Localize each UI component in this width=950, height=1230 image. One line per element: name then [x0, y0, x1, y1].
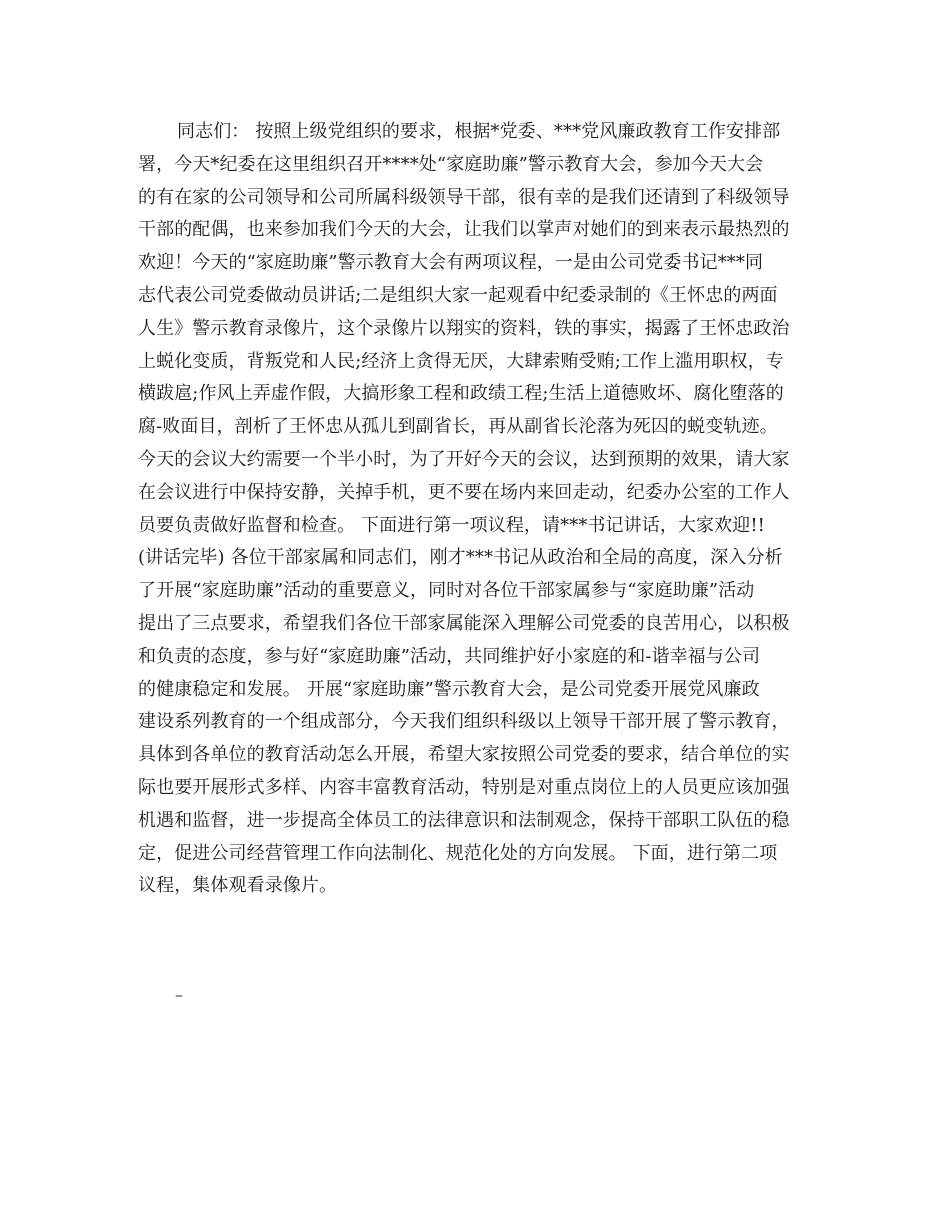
text-line: (讲话完毕) 各位干部家属和同志们，刚才***书记从政治和全局的高度，深入分析	[138, 547, 783, 569]
text-line: 提出了三点要求，希望我们各位干部家属能深入理解公司党委的良苦用心，以积极	[138, 612, 790, 634]
text-line: 建设系列教育的一个组成部分，今天我们组织科级以上领导干部开展了警示教育，	[138, 711, 790, 733]
text-line: 具体到各单位的教育活动怎么开展，希望大家按照公司党委的要求，结合单位的实	[138, 744, 790, 766]
text-line: 机遇和监督，进一步提高全体员工的法律意识和法制观念，保持干部职工队伍的稳	[138, 809, 790, 831]
text-line: 定，促进公司经营管理工作向法制化、规范化处的方向发展。 下面，进行第二项	[138, 842, 778, 864]
text-line: 志代表公司党委做动员讲话;二是组织大家一起观看中纪委录制的《王怀忠的两面	[138, 284, 778, 306]
text-line: 议程，集体观看录像片。	[138, 875, 338, 897]
text-line: 署，今天*纪委在这里组织召开****处“家庭助廉”警示教育大会，参加今天大会	[138, 153, 764, 175]
text-line: 在会议进行中保持安静，关掉手机，更不要在场内来回走动，纪委办公室的工作人	[138, 481, 790, 503]
text-line: 同志们： 按照上级党组织的要求，根据*党委、***党风廉政教育工作安排部	[177, 121, 781, 142]
text-line: 了开展“家庭助廉”活动的重要意义，同时对各位干部家属参与“家庭助廉”活动	[138, 580, 755, 602]
text-line: 横跋扈;作风上弄虚作假，大搞形象工程和政绩工程;生活上道德败坏、腐化堕落的	[138, 383, 784, 405]
text-line: 和负责的态度，参与好“家庭助廉”活动，共同维护好小家庭的和-谐幸福与公司	[138, 645, 761, 667]
text-line: 员要负责做好监督和检查。 下面进行第一项议程，请***书记讲话，大家欢迎!!	[138, 514, 765, 536]
text-line: 上蜕化变质，背叛党和人民;经济上贪得无厌，大肆索贿受贿;工作上滥用职权，专	[138, 350, 784, 372]
text-line: 际也要开展形式多样、内容丰富教育活动，特别是对重点岗位上的人员更应该加强	[138, 776, 790, 798]
speech-body-text	[138, 116, 818, 903]
text-line: 欢迎！今天的“家庭助廉”警示教育大会有两项议程，一是由公司党委书记***同	[138, 252, 764, 274]
text-line: 的健康稳定和发展。 开展“家庭助廉”警示教育大会，是公司党委开展党风廉政	[138, 678, 760, 700]
text-line: 人生》警示教育录像片，这个录像片以翔实的资料，铁的事实，揭露了王怀忠政治	[138, 317, 790, 339]
text-line: 的有在家的公司领导和公司所属科级领导干部，很有幸的是我们还请到了科级领导	[138, 186, 790, 208]
text-line: 腐-败面目，剖析了王怀忠从孤儿到副省长，再从副省长沦落为死囚的蜕变轨迹。	[138, 416, 778, 438]
text-line: 干部的配偶，也来参加我们今天的大会，让我们以掌声对她们的到来表示最热烈的	[138, 219, 790, 241]
text-line: 今天的会议大约需要一个半小时，为了开好今天的会议，达到预期的效果，请大家	[138, 448, 790, 470]
footer-dash-mark: –	[175, 985, 183, 1004]
